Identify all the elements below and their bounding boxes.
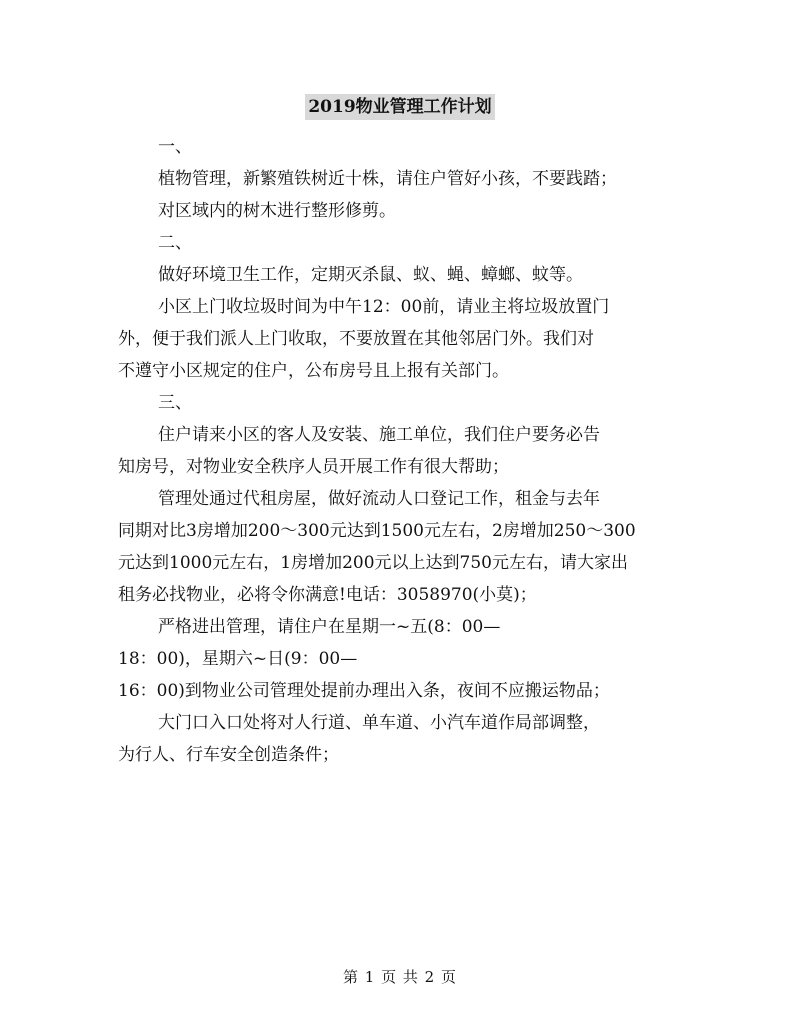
paragraph-line: 知房号，对物业安全秩序人员开展工作有很大帮助； bbox=[118, 457, 509, 477]
paragraph-line: 一、 bbox=[158, 137, 192, 157]
paragraph-line: 大门口入口处将对人行道、单车道、小汽车道作局部调整， bbox=[158, 713, 600, 733]
paragraph-line: 不遵守小区规定的住户，公布房号且上报有关部门。 bbox=[118, 361, 509, 381]
paragraph-line: 元达到1000元左右，1房增加200元以上达到750元左右，请大家出 bbox=[118, 553, 628, 573]
paragraph-line: 三、 bbox=[158, 393, 192, 413]
paragraph-line: 外，便于我们派人上门收取，不要放置在其他邻居门外。我们对 bbox=[118, 329, 594, 349]
title-container bbox=[0, 94, 800, 120]
paragraph-line: 二、 bbox=[158, 233, 192, 253]
document-title: 2019物业管理工作计划 bbox=[305, 94, 494, 120]
paragraph-line: 对区域内的树木进行整形修剪。 bbox=[158, 201, 396, 221]
paragraph-line: 租务必找物业，必将令你满意!电话：3058970(小莫)； bbox=[118, 585, 537, 605]
paragraph-line: 植物管理，新繁殖铁树近十株，请住户管好小孩，不要践踏； bbox=[158, 169, 617, 189]
paragraph-line: 为行人、行车安全创造条件； bbox=[118, 745, 339, 765]
paragraph-line: 小区上门收垃圾时间为中午12：00前，请业主将垃圾放置门 bbox=[158, 297, 610, 317]
paragraph-line: 同期对比3房增加200～300元达到1500元左右，2房增加250～300 bbox=[118, 521, 636, 541]
page-footer: 第 1 页 共 2 页 bbox=[343, 968, 457, 986]
paragraph-line: 住户请来小区的客人及安装、施工单位，我们住户要务必告 bbox=[158, 425, 600, 445]
paragraph-line: 严格进出管理，请住户在星期一~五(8：00— bbox=[158, 617, 501, 637]
paragraph-line: 管理处通过代租房屋，做好流动人口登记工作，租金与去年 bbox=[158, 489, 600, 509]
paragraph-line: 16：00)到物业公司管理处提前办理出入条，夜间不应搬运物品； bbox=[118, 681, 610, 701]
document-body bbox=[118, 131, 690, 771]
paragraph-line: 18：00)，星期六~日(9：00— bbox=[118, 649, 358, 669]
paragraph-line: 做好环境卫生工作，定期灭杀鼠、蚁、蝇、蟑螂、蚊等。 bbox=[158, 265, 583, 285]
